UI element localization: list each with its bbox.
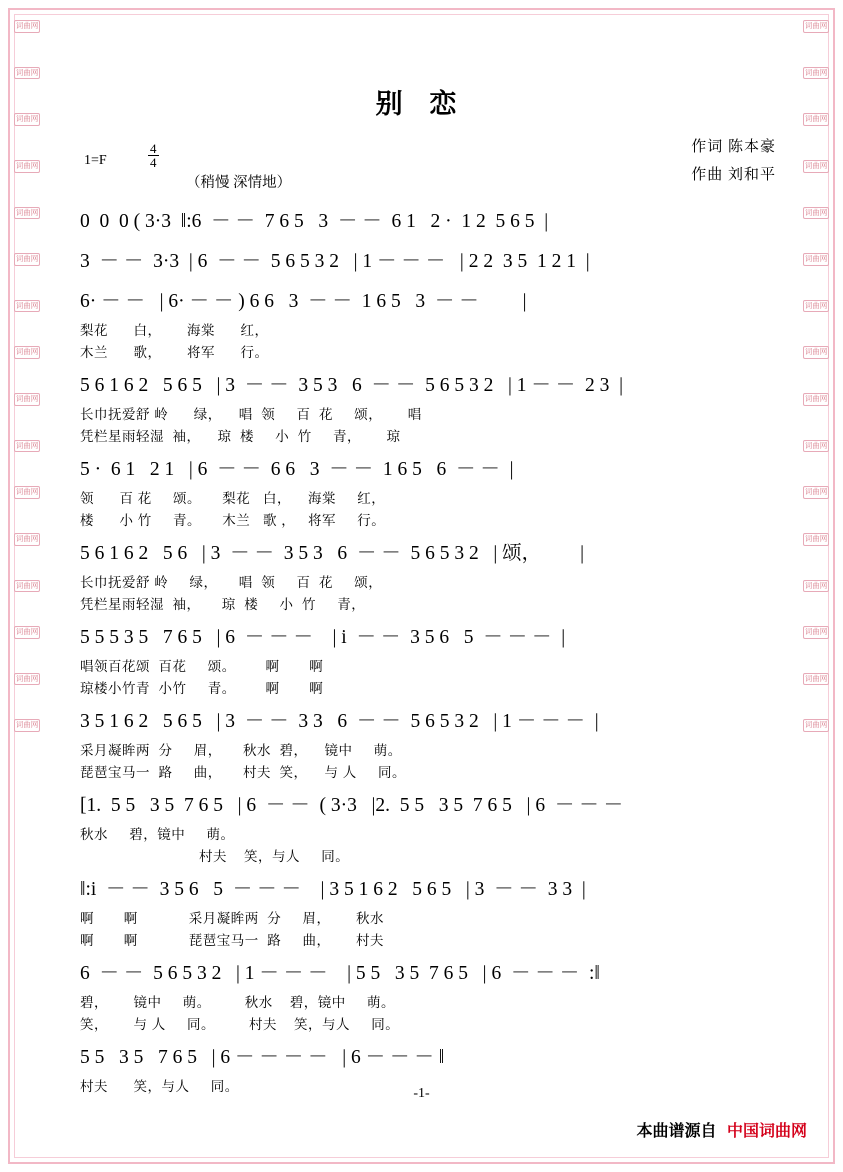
watermark: 词曲网 <box>14 580 40 593</box>
watermark: 词曲网 <box>803 253 829 266</box>
watermark: 词曲网 <box>803 160 829 173</box>
watermark: 词曲网 <box>14 207 40 220</box>
notation-line <box>56 449 786 487</box>
watermark: 词曲网 <box>803 533 829 546</box>
lyric-text: 楼 小 竹 青。 木兰 歌 ， 将军 行。 <box>80 513 386 528</box>
time-signature-denominator: 4 <box>150 155 157 171</box>
notation-text: 5 6 1 6 2 5 6 | 3 － － 3 5 3 6 － － 5 6 5 3 2 | 颂， | <box>80 543 585 564</box>
notation-line <box>56 241 786 279</box>
watermark: 词曲网 <box>14 160 40 173</box>
notation-line <box>56 281 786 319</box>
watermark: 词曲网 <box>803 113 829 126</box>
watermark: 词曲网 <box>14 440 40 453</box>
lyricist-credit: 作词 陈本豪 <box>691 139 776 155</box>
watermark: 词曲网 <box>803 393 829 406</box>
lyric-line <box>56 677 786 699</box>
notation-text: 3 － － 3·3 | 6 － － 5 6 5 3 2 | 1 － － － | 2 2 3 5 1 2 1 | <box>80 251 590 272</box>
watermark: 词曲网 <box>803 300 829 313</box>
lyric-text: 秋水 碧，镜中 萌。 <box>80 827 235 842</box>
watermark: 词曲网 <box>14 719 40 732</box>
key-signature: 1=F <box>84 153 107 168</box>
watermark: 词曲网 <box>803 486 829 499</box>
lyric-line <box>56 655 786 677</box>
lyric-line <box>56 509 786 531</box>
watermark: 词曲网 <box>14 393 40 406</box>
footer-source-label: 本曲谱源自 <box>636 1123 717 1140</box>
lyric-text: 长巾抚爱舒 岭 绿， 唱 领 百 花 颂， <box>80 575 383 590</box>
watermark: 词曲网 <box>803 580 829 593</box>
lyric-line <box>56 761 786 783</box>
lyric-text: 凭栏星雨轻湿 袖， 琼 楼 小 竹 青， <box>80 597 366 612</box>
notation-line <box>56 201 786 239</box>
lyric-line <box>56 1013 786 1035</box>
lyric-line <box>56 929 786 951</box>
notation-text: 0 0 0 ( 3·3 ‖:6 － － 7 6 5 3 － － 6 1 2 · 1 2 5 6 5 | <box>80 211 549 232</box>
lyric-line <box>56 319 786 341</box>
lyric-text: 领 百 花 颂。 梨花 白， 海棠 红， <box>80 491 386 506</box>
music-system <box>56 869 786 951</box>
watermark: 词曲网 <box>14 486 40 499</box>
music-system <box>56 953 786 1035</box>
watermark: 词曲网 <box>803 440 829 453</box>
watermark: 词曲网 <box>803 719 829 732</box>
notation-text: 5 6 1 6 2 5 6 5 | 3 － － 3 5 3 6 － － 5 6 5 3 2 | 1 － － 2 3 | <box>80 375 624 396</box>
watermark: 词曲网 <box>14 113 40 126</box>
lyric-line <box>56 487 786 509</box>
music-system <box>56 365 786 447</box>
lyric-text: 啊 啊 采月凝眸两 分 眉， 秋水 <box>80 911 385 926</box>
lyric-line <box>56 403 786 425</box>
time-signature <box>148 142 159 170</box>
notation-text: ‖:i － － 3 5 6 5 － － － | 3 5 1 6 2 5 6 5 | 3 － － 3 3 | <box>80 879 586 900</box>
lyric-text: 琼楼小竹青 小竹 青。 啊 啊 <box>80 681 324 696</box>
notation-text: 5 5 5 3 5 7 6 5 | 6 － － － | i － － 3 5 6 5 － － － | <box>80 627 566 648</box>
notation-text: 5 · 6 1 2 1 | 6 － － 6 6 3 － － 1 6 5 6 － － | <box>80 459 514 480</box>
notation-line <box>56 1037 786 1075</box>
page-title: 别 恋 <box>375 89 467 119</box>
lyric-line <box>56 341 786 363</box>
lyric-line <box>56 823 786 845</box>
notation-line <box>56 953 786 991</box>
lyric-text: 啊 啊 琵琶宝马一 路 曲， 村夫 <box>80 933 385 948</box>
lyric-text: 村夫 笑，与人 同。 <box>80 1079 239 1094</box>
page-number: -1- <box>413 1086 430 1101</box>
lyric-text: 村夫 笑，与人 同。 <box>80 849 350 864</box>
watermark: 词曲网 <box>14 533 40 546</box>
lyric-text: 笑， 与 人 同。 村夫 笑，与人 同。 <box>80 1017 400 1032</box>
watermark: 词曲网 <box>14 253 40 266</box>
notation-text: 6· － － | 6· － － ) 6 6 3 － － 1 6 5 3 － － | <box>80 291 527 312</box>
lyric-line <box>56 593 786 615</box>
watermark: 词曲网 <box>803 207 829 220</box>
footer-site-name[interactable]: 中国词曲网 <box>726 1123 807 1140</box>
music-system <box>56 533 786 615</box>
lyric-text: 梨花 白， 海棠 红， <box>80 323 269 338</box>
lyric-line <box>56 991 786 1013</box>
lyric-text: 木兰 歌， 将军 行。 <box>80 345 269 360</box>
lyric-line <box>56 845 786 867</box>
notation-text: 3 5 1 6 2 5 6 5 | 3 － － 3 3 6 － － 5 6 5 3 2 | 1 － － － | <box>80 711 599 732</box>
lyric-text: 凭栏星雨轻湿 袖， 琼 楼 小 竹 青， 琼 <box>80 429 401 444</box>
notation-line <box>56 869 786 907</box>
time-signature-numerator: 4 <box>150 141 157 156</box>
music-system <box>56 201 786 239</box>
watermark: 词曲网 <box>14 673 40 686</box>
composer-credit: 作曲 刘和平 <box>691 167 776 183</box>
notation-text: 6 － － 5 6 5 3 2 | 1 － － － | 5 5 3 5 7 6 5 | 6 － － － :‖ <box>80 963 600 984</box>
lyric-line <box>56 907 786 929</box>
music-system <box>56 281 786 363</box>
watermark: 词曲网 <box>803 626 829 639</box>
notation-line <box>56 533 786 571</box>
watermark: 词曲网 <box>14 346 40 359</box>
watermark: 词曲网 <box>14 67 40 80</box>
score-header <box>56 135 786 201</box>
lyric-text: 采月凝眸两 分 眉， 秋水 碧， 镜中 萌。 <box>80 743 402 758</box>
lyric-text: 唱领百花颂 百花 颂。 啊 啊 <box>80 659 324 674</box>
watermark: 词曲网 <box>803 67 829 80</box>
notation-text: [1. 5 5 3 5 7 6 5 | 6 － － ( 3·3 |2. 5 5 3 5 7 6 5 | 6 － － － <box>80 795 624 816</box>
footer-credit <box>637 1118 807 1141</box>
lyric-line <box>56 571 786 593</box>
lyric-line <box>56 739 786 761</box>
notation-text: 5 5 3 5 7 6 5 | 6 － － － － | 6 － － － ‖ <box>80 1047 445 1068</box>
music-system <box>56 449 786 531</box>
music-system <box>56 241 786 279</box>
notation-line <box>56 617 786 655</box>
lyric-text: 碧， 镜中 萌。 秋水 碧，镜中 萌。 <box>80 995 396 1010</box>
watermark: 词曲网 <box>14 20 40 33</box>
watermark: 词曲网 <box>803 346 829 359</box>
watermark: 词曲网 <box>803 20 829 33</box>
lyric-line <box>56 425 786 447</box>
watermark: 词曲网 <box>14 626 40 639</box>
music-system <box>56 785 786 867</box>
watermark: 词曲网 <box>803 673 829 686</box>
tempo-marking: （稍慢 深情地） <box>186 175 292 191</box>
watermark: 词曲网 <box>14 300 40 313</box>
music-system <box>56 617 786 699</box>
lyric-text: 琵琶宝马一 路 曲， 村夫 笑， 与 人 同。 <box>80 765 407 780</box>
score-sheet <box>56 20 786 1099</box>
notation-line <box>56 701 786 739</box>
notation-line <box>56 365 786 403</box>
music-system <box>56 701 786 783</box>
lyric-text: 长巾抚爱舒 岭 绿， 唱 领 百 花 颂， 唱 <box>80 407 422 422</box>
notation-line <box>56 785 786 823</box>
